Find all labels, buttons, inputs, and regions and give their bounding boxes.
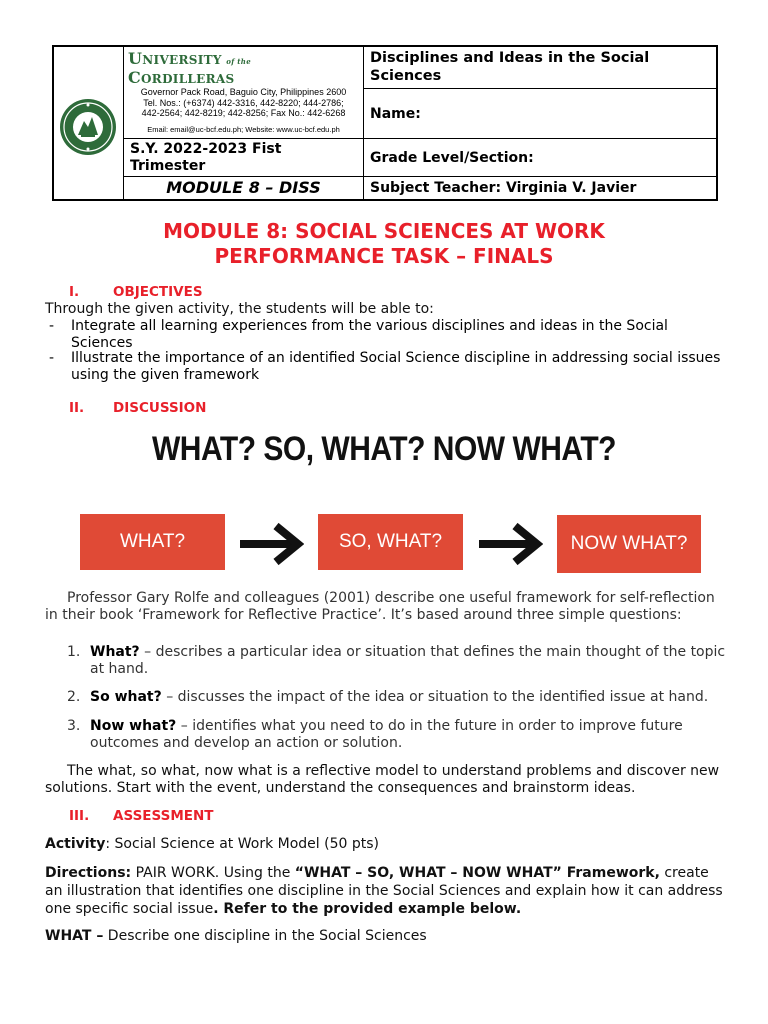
framework-title: WHAT? SO, WHAT? NOW WHAT? [151, 430, 617, 468]
university-seal-logo [54, 47, 122, 197]
directions-paragraph: Directions: PAIR WORK. Using the “WHAT – SO, WHAT – NOW WHAT” Framework, create an illustration that identifies one discipline in the Social Sciences and explain how it can address one specific social issue. Refer to the provided example below. [45, 865, 723, 917]
objective-item: - Illustrate the importance of an identified Social Science discipline in addressing social issues using the given framework [49, 350, 721, 383]
university-seal-cell [54, 47, 124, 199]
course-title: Disciplines and Ideas in the Social Sciences [364, 47, 716, 89]
university-address: Governor Pack Road, Baguio City, Philippines 2600 Tel. Nos.: (+6374) 442-3316, 442-8220; 444-2786; 442-2564; 442-8219; 442-8256; Fax No.: 442-6268 [140, 87, 347, 118]
framework-box-so-what: SO, WHAT? [318, 514, 463, 570]
assessment-heading: III. ASSESSMENT [69, 808, 214, 824]
discussion-heading: II. DISCUSSION [69, 400, 207, 416]
objectives-heading: I. OBJECTIVES [69, 284, 203, 300]
framework-box-now-what: NOW WHAT? [557, 515, 701, 573]
name-field: Name: [364, 89, 716, 139]
objectives-intro: Through the given activity, the students will be able to: [45, 301, 434, 317]
list-item: 3. Now what? – identifies what you need to do in the future in order to improve future outcomes and develop an action or solution. [67, 718, 683, 751]
grade-section-field: Grade Level/Section: [364, 139, 716, 177]
school-year: S.Y. 2022-2023 Fist Trimester [124, 139, 364, 177]
list-item: 1. What? – describes a particular idea or situation that defines the main thought of the topic at hand. [67, 644, 726, 677]
activity-line: Activity: Social Science at Work Model (50 pts) [45, 836, 379, 852]
module-header-table [52, 45, 718, 201]
university-name-logo: UNIVERSITY of the CORDILLERAS [128, 49, 251, 87]
list-item: 2. So what? – discusses the impact of the idea or situation to the identified issue at hand. [67, 689, 709, 705]
what-instruction: WHAT – Describe one discipline in the Social Sciences [45, 928, 427, 944]
objective-item: - Integrate all learning experiences from the various disciplines and ideas in the Social Sciences [49, 318, 668, 351]
arrow-right-icon [238, 522, 304, 566]
module-label: MODULE 8 – DISS [124, 177, 364, 201]
discussion-paragraph: Professor Gary Rolfe and colleagues (2001) describe one useful framework for self-reflection in their book ‘Framework for Reflective Practice’. It’s based around three simple questions: [45, 590, 715, 623]
university-info-cell [124, 47, 364, 139]
discussion-closing: The what, so what, now what is a reflective model to understand problems and discover new solutions. Start with the event, understand the consequences and brainstorm ideas. [45, 763, 720, 796]
arrow-right-icon [477, 522, 543, 566]
page-title: MODULE 8: SOCIAL SCIENCES AT WORK PERFORMANCE TASK – FINALS [163, 219, 605, 268]
subject-teacher: Subject Teacher: Virginia V. Javier [370, 180, 637, 196]
framework-box-what: WHAT? [80, 514, 225, 570]
university-contact: Email: email@uc-bcf.edu.ph; Website: www.uc-bcf.edu.ph [147, 124, 340, 134]
